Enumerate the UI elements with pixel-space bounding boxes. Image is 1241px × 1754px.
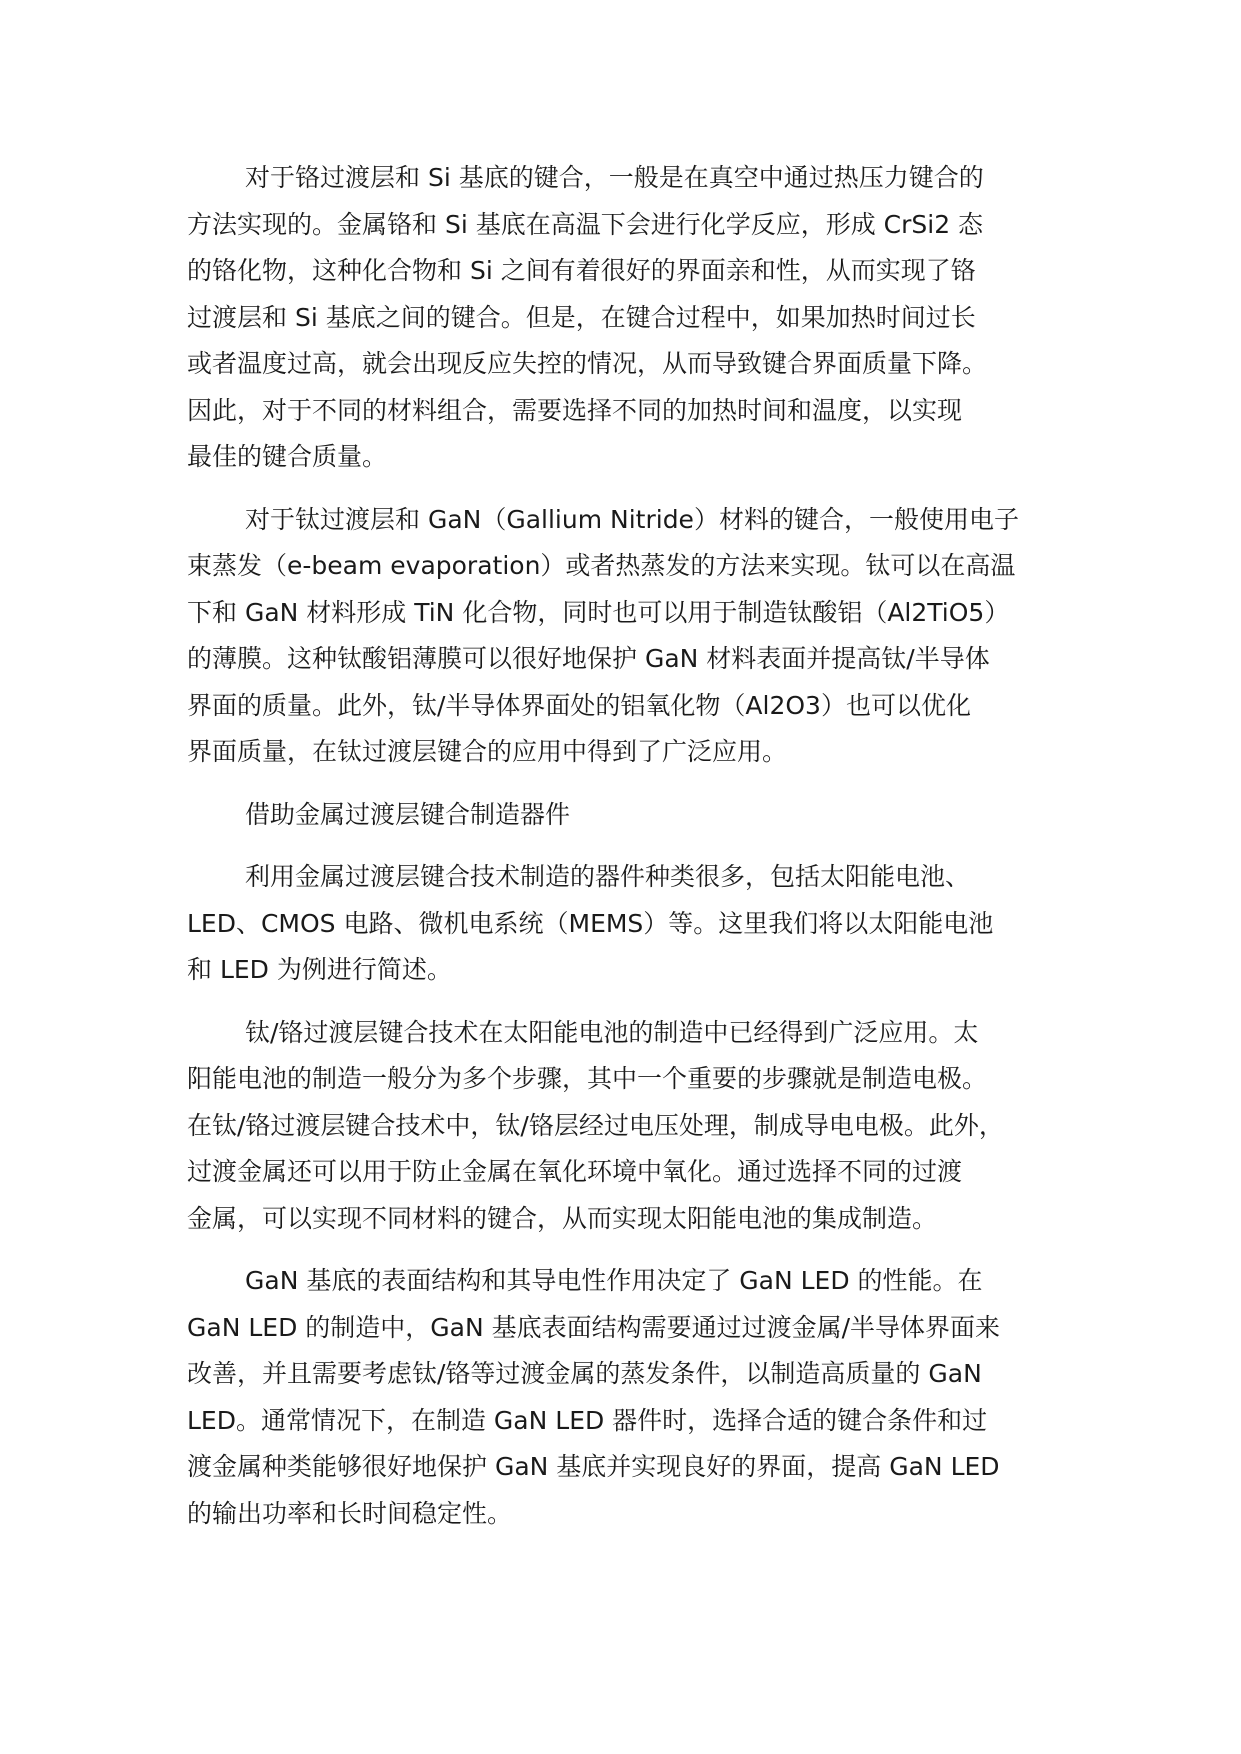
text-line: 对于钛过渡层和 GaN（Gallium Nitride）材料的键合，一般使用电子 [245, 504, 1019, 534]
text-line: 的铬化物，这种化合物和 Si 之间有着很好的界面亲和性，从而实现了铬 [187, 256, 976, 285]
paragraph-gan-led [187, 1258, 1077, 1537]
text-line: 束蒸发（e-beam evaporation）或者热蒸发的方法来实现。钛可以在高温 [187, 551, 1016, 580]
text-line: 渡金属种类能够很好地保护 GaN 基底并实现良好的界面，提高 GaN LED [187, 1452, 1000, 1481]
paragraph-titanium-gan-bonding [187, 497, 1077, 776]
paragraph-solar-cells [187, 1010, 1077, 1243]
text-line: 金属，可以实现不同材料的键合，从而实现太阳能电池的集成制造。 [187, 1203, 938, 1233]
text-line: 在钛/铬过渡层键合技术中，钛/铬层经过电压处理，制成导电电极。此外， [187, 1110, 1004, 1140]
text-line: 的输出功率和长时间稳定性。 [187, 1498, 513, 1528]
text-line: 过渡层和 Si 基底之间的键合。但是，在键合过程中，如果加热时间过长 [187, 302, 976, 332]
text-line: 方法实现的。金属铬和 Si 基底在高温下会进行化学反应，形成 CrSi2 态 [187, 209, 984, 239]
section-heading-text: 借助金属过渡层键合制造器件 [245, 799, 571, 829]
text-line: 或者温度过高，就会出现反应失控的情况，从而导致键合界面质量下降。 [187, 349, 988, 378]
text-line: LED、CMOS 电路、微机电系统（MEMS）等。这里我们将以太阳能电池 [187, 908, 994, 938]
text-line: 过渡金属还可以用于防止金属在氧化环境中氧化。通过选择不同的过渡 [187, 1157, 963, 1186]
text-line: 利用金属过渡层键合技术制造的器件种类很多，包括太阳能电池、 [245, 862, 971, 891]
text-line: 钛/铬过渡层键合技术在太阳能电池的制造中已经得到广泛应用。太 [245, 1017, 979, 1047]
text-line: 因此，对于不同的材料组合，需要选择不同的加热时间和温度，以实现 [187, 395, 963, 425]
text-line: 和 LED 为例进行简述。 [187, 955, 452, 984]
text-line: 改善，并且需要考虑钛/铬等过渡金属的蒸发条件，以制造高质量的 GaN [187, 1359, 982, 1388]
text-line: 对于铬过渡层和 Si 基底的键合，一般是在真空中通过热压力键合的 [245, 163, 984, 192]
paragraph-device-types [187, 854, 1077, 994]
section-heading [187, 792, 1077, 839]
text-line: 界面的质量。此外，钛/半导体界面处的铝氧化物（Al2O3）也可以优化 [187, 690, 971, 720]
text-line: 的薄膜。这种钛酸铝薄膜可以很好地保护 GaN 材料表面并提高钛/半导体 [187, 644, 990, 673]
document-body [187, 155, 1077, 1553]
paragraph-chromium-si-bonding [187, 155, 1077, 481]
text-line: 阳能电池的制造一般分为多个步骤，其中一个重要的步骤就是制造电极。 [187, 1064, 988, 1093]
text-line: GaN LED 的制造中，GaN 基底表面结构需要通过过渡金属/半导体界面来 [187, 1312, 1001, 1342]
text-line: LED。通常情况下，在制造 GaN LED 器件时，选择合适的键合条件和过 [187, 1405, 988, 1435]
text-line: 下和 GaN 材料形成 TiN 化合物，同时也可以用于制造钛酸铝（Al2TiO5） [187, 597, 1010, 627]
text-line: 最佳的键合质量。 [187, 442, 388, 471]
text-line: GaN 基底的表面结构和其导电性作用决定了 GaN LED 的性能。在 [245, 1266, 983, 1295]
text-line: 界面质量，在钛过渡层键合的应用中得到了广泛应用。 [187, 737, 788, 766]
